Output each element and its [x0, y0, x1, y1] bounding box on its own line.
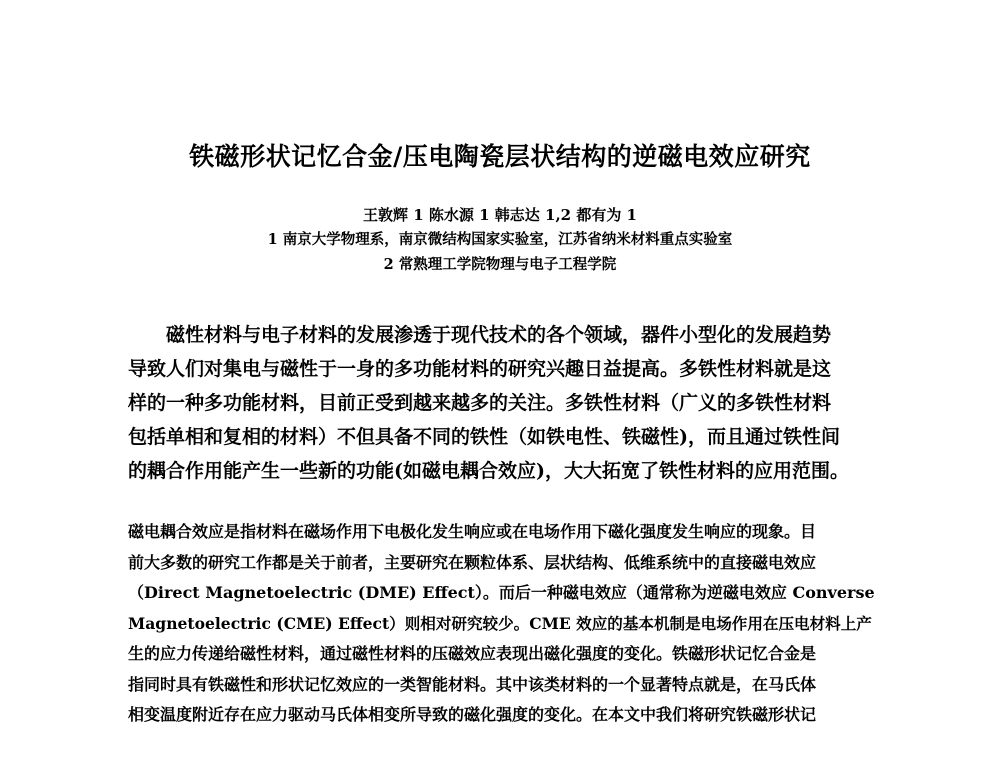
- paper-title: 铁磁形状记忆合金/压电陶瓷层状结构的逆磁电效应研究: [189, 142, 811, 171]
- paragraph-line: 导致人们对集电与磁性于一身的多功能材料的研究兴趣日益提高。多铁性材料就是这: [128, 358, 832, 380]
- body-paragraph-2: [128, 517, 880, 731]
- paragraph-line: 磁性材料与电子材料的发展渗透于现代技术的各个领域，器件小型化的发展趋势: [166, 324, 832, 346]
- paragraph-line: （Direct Magnetoelectric (DME) Effect）。而后一种磁电效应（通常称为逆磁电效应 Converse: [128, 583, 875, 602]
- body-paragraph-1: [128, 318, 880, 488]
- author-list: 王敦辉 1 陈水源 1 韩志达 1,2 都有为 1: [363, 206, 637, 224]
- paragraph-line: 指同时具有铁磁性和形状记忆效应的一类智能材料。其中该类材料的一个显著特点就是，在马氏体: [128, 674, 817, 694]
- paragraph-line: 磁电耦合效应是指材料在磁场作用下电极化发生响应或在电场作用下磁化强度发生响应的现象。目: [128, 522, 817, 541]
- paragraph-line: 生的应力传递给磁性材料，通过磁性材料的压磁效应表现出磁化强度的变化。铁磁形状记忆合金是: [128, 644, 817, 663]
- affiliation-1: 1 南京大学物理系，南京微结构国家实验室，江苏省纳米材料重点实验室: [267, 231, 733, 248]
- paragraph-line: 相变温度附近存在应力驱动马氏体相变所导致的磁化强度的变化。在本文中我们将研究铁磁形状记: [128, 705, 817, 724]
- paragraph-line: Magnetoelectric (CME) Effect）则相对研究较少。CME 效应的基本机制是电场作用在压电材料上产: [128, 613, 872, 633]
- paragraph-line: 的耦合作用能产生一些新的功能(如磁电耦合效应)，大大拓宽了铁性材料的应用范围。: [128, 460, 849, 482]
- paragraph-line: 前大多数的研究工作都是关于前者，主要研究在颗粒体系、层状结构、低维系统中的直接磁电效应: [128, 552, 817, 572]
- paragraph-line: 样的一种多功能材料，目前正受到越来越多的关注。多铁性材料（广义的多铁性材料: [128, 392, 832, 414]
- paragraph-line: 包括单相和复相的材料）不但具备不同的铁性（如铁电性、铁磁性)，而且通过铁性间: [128, 426, 840, 448]
- affiliation-2: 2 常熟理工学院物理与电子工程学院: [383, 256, 617, 273]
